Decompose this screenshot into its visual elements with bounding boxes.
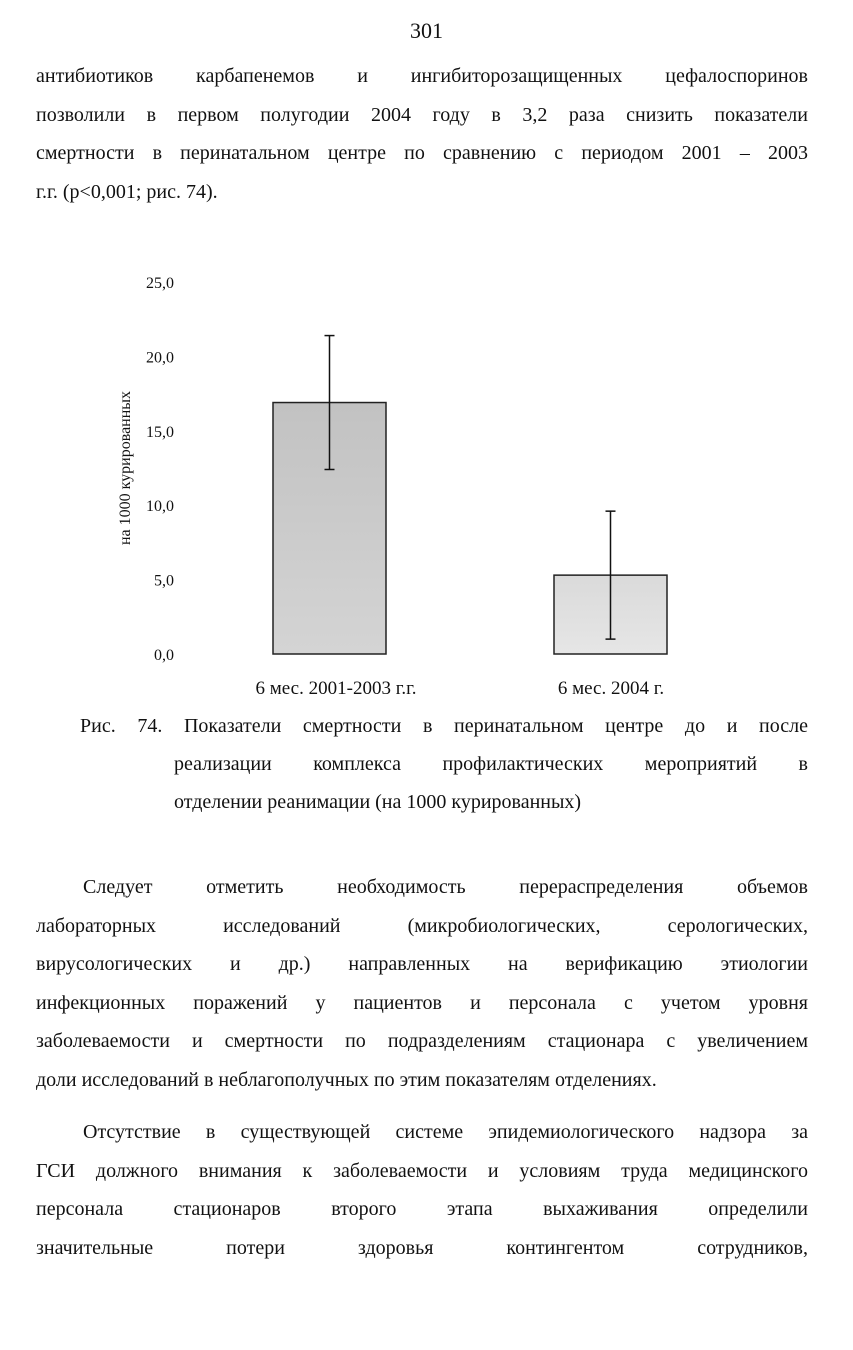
x-category-label: 6 мес. 2004 г. [557, 678, 665, 699]
y-tick-label: 15,0 [146, 423, 174, 441]
paragraph-line: позволили в первом полугодии 2004 году в 3,2 раза снизить показатели [36, 103, 808, 126]
caption-line: реализации комплекса профилактических мероприятий в [174, 753, 808, 775]
paragraph-line: Отсутствие в существующей системе эпидемиологического надзора за [83, 1121, 808, 1143]
paragraph-line: антибиотиков карбапенемов и ингибиторозащищенных цефалоспоринов [36, 65, 808, 87]
y-tick-label: 10,0 [146, 498, 174, 516]
paragraph-line: смертности в перинатальном центре по сравнению с периодом 2001 – 2003 [36, 142, 808, 165]
paragraph-line: персонала стационаров второго этапа выхаживания определили [36, 1198, 808, 1221]
page-number: 301 [410, 18, 443, 43]
paragraph-line: лабораторных исследований (микробиологических, серологических, [36, 914, 808, 937]
caption-line: Рис. 74. Показатели смертности в перинатальном центре до и после [80, 715, 808, 737]
caption-line: отделении реанимации (на 1000 курированных) [174, 791, 582, 813]
paragraph-line: значительные потери здоровья контингентом сотрудников, [36, 1236, 808, 1259]
paragraph-line: доли исследований в неблагополучных по этим показателям отделениях. [36, 1068, 657, 1091]
paragraph-3 [36, 1113, 808, 1267]
paragraph-line: инфекционных поражений у пациентов и персонала с учетом уровня [36, 991, 808, 1014]
y-axis-label: на 1000 курированных [117, 390, 134, 546]
y-tick-label: 5,0 [154, 572, 174, 590]
y-tick-label: 0,0 [154, 647, 174, 664]
paragraph-2 [36, 868, 808, 1100]
figure-caption [80, 707, 808, 821]
y-tick-label: 25,0 [146, 275, 174, 292]
paragraph-line: вирусологических и др.) направленных на верификацию этиологии [36, 953, 808, 976]
paragraph-line: Следует отметить необходимость перераспределения объемов [83, 876, 808, 898]
x-category-label: 6 мес. 2001-2003 г.г. [255, 678, 417, 699]
paragraph-line: ГСИ должного внимания к заболеваемости и условиям труда медицинского [36, 1159, 808, 1182]
paragraph-line: заболеваемости и смертности по подразделениям стационара с увеличением [36, 1030, 808, 1053]
y-tick-label: 20,0 [146, 349, 174, 367]
paragraph-line: г.г. (р<0,001; рис. 74). [36, 180, 218, 203]
